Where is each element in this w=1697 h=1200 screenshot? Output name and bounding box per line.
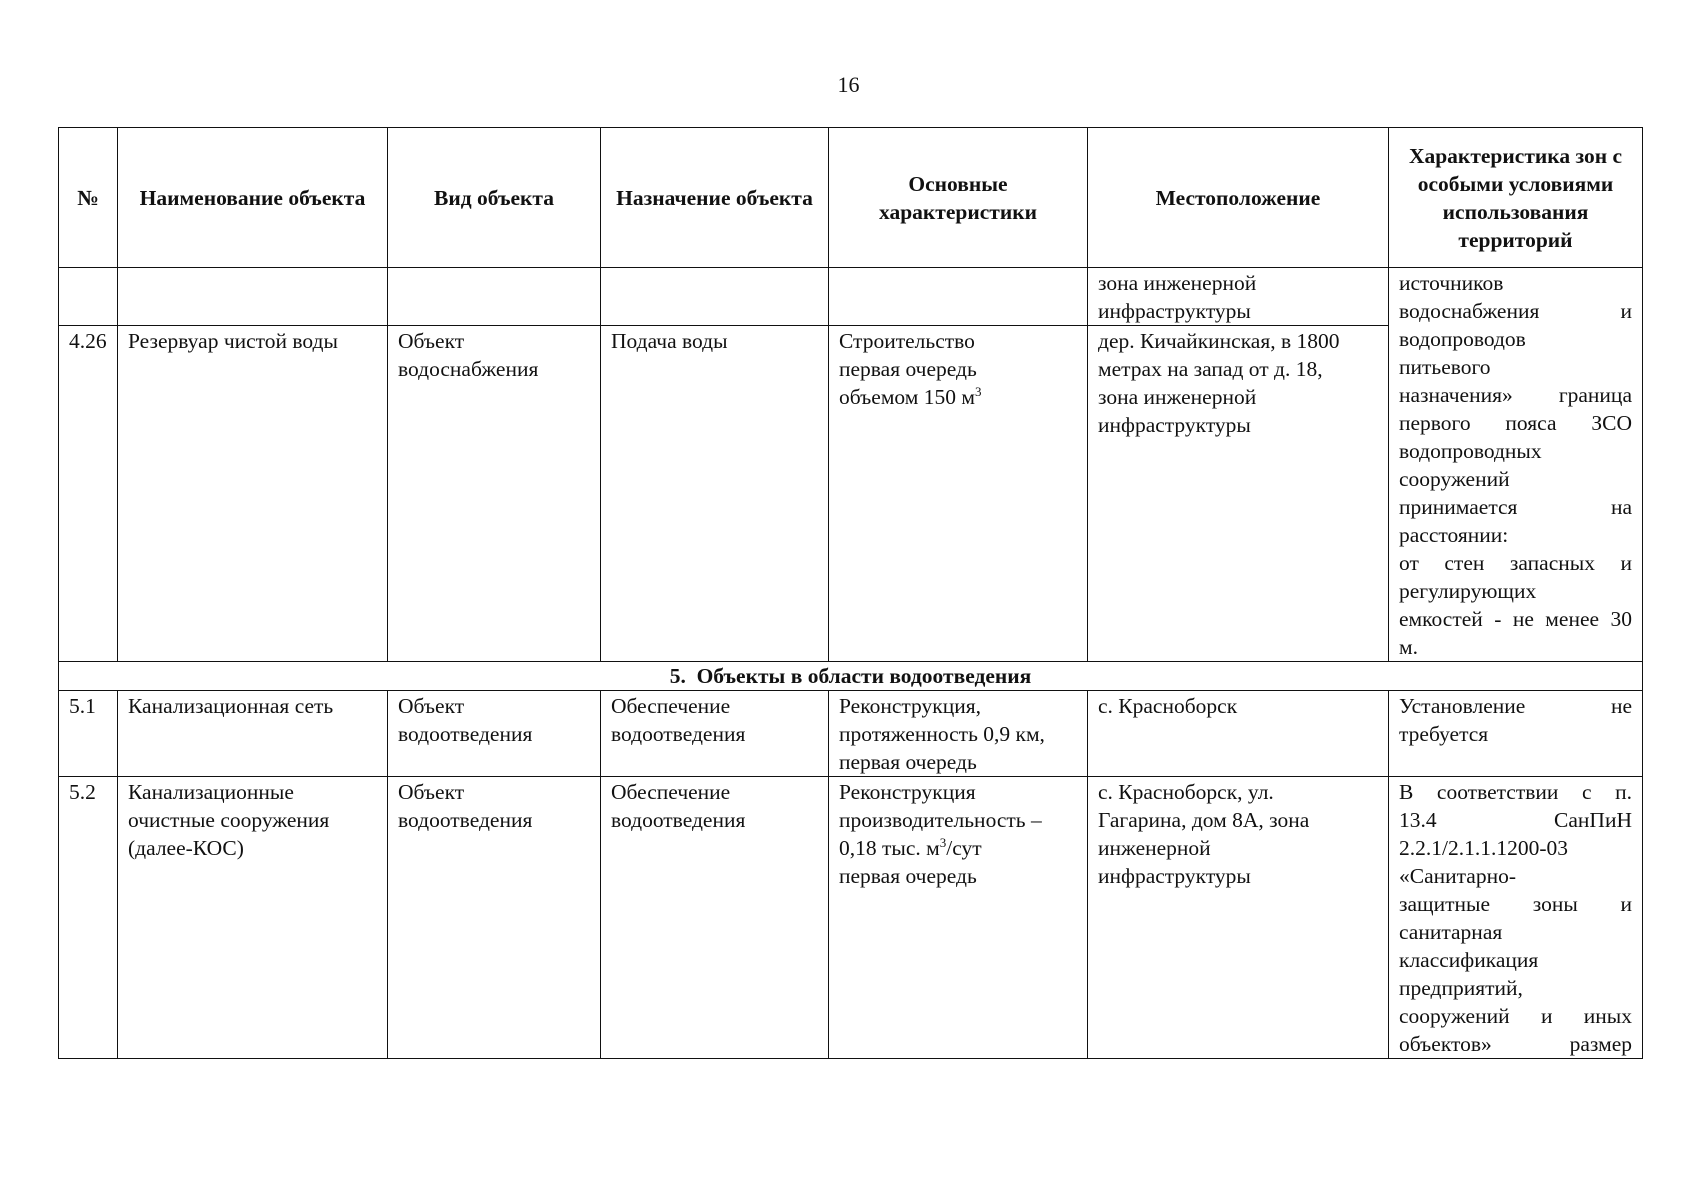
cell-zones [1389,691,1643,777]
table-row-5-2 [59,777,1643,1059]
text-line: инфраструктуры [1098,864,1251,888]
header-name: Наименование объекта [118,128,388,268]
superscript: 3 [974,383,982,399]
cell-name: Резервуар чистой воды [118,326,388,662]
section-title-text: Объекты в области водоотведения [696,664,1032,688]
text-line: водоснабжения [398,357,539,381]
text-line: протяженность 0,9 км, [839,722,1045,746]
text-line: объектов» размер [1399,1032,1632,1056]
text-line: первого пояса ЗСО [1399,411,1632,435]
cell-purpose: Подача воды [601,326,829,662]
header-location: Местоположение [1088,128,1389,268]
text-line: инфраструктуры [1098,413,1251,437]
cell-purpose [601,777,829,1059]
text-line: первая очередь [839,750,977,774]
cell-num: 4.26 [59,326,118,662]
text-line: Канализационные [128,780,294,804]
text-fragment: 0,18 тыс. м [839,836,940,860]
header-type: Вид объекта [388,128,601,268]
text-line: емкостей - не менее 30 [1399,607,1632,631]
text-line: Установление не [1399,694,1632,718]
section-header-row [59,662,1643,691]
text-line: очистные сооружения [128,808,330,832]
header-num: № [59,128,118,268]
text-line: Объект [398,780,465,804]
text-line: водопроводов [1399,327,1526,351]
text-line: Объект [398,329,465,353]
cell-empty [59,268,118,326]
text-fragment: /сут [946,836,982,860]
header-characteristics: Основные характеристики [829,128,1088,268]
text-line: инфраструктуры [1098,299,1251,323]
text-line: В соответствии с п. [1399,780,1632,804]
page-number: 16 [837,72,860,97]
text-line: водоотведения [398,808,533,832]
text-line: (далее-КОС) [128,836,244,860]
text-line: м. [1399,635,1418,659]
text-line: требуется [1399,722,1489,746]
cell-type [388,326,601,662]
text-line: Объект [398,694,465,718]
cell-location [1088,777,1389,1059]
cell-location-continued [1088,268,1389,326]
text-line [839,383,1077,411]
text-line: инженерной [1098,836,1211,860]
text-line: дер. Кичайкинская, в 1800 [1098,329,1340,353]
text-line [839,834,1077,862]
cell-empty [118,268,388,326]
text-line: Обеспечение [611,694,731,718]
text-line: с. Красноборск, ул. [1098,780,1274,804]
text-line: Реконструкция [839,780,976,804]
text-line: производительность – [839,808,1042,832]
text-line: санитарная [1399,920,1503,944]
cell-characteristics [829,326,1088,662]
text-fragment: объемом 150 м [839,385,975,409]
table-header-row [59,128,1643,268]
cell-characteristics [829,691,1088,777]
section-number: 5. [669,664,686,688]
text-line: зона инженерной [1098,271,1257,295]
cell-empty [601,268,829,326]
text-line: метрах на запад от д. 18, [1098,357,1323,381]
text-line: Строительство [839,329,975,353]
text-line: водоотведения [398,722,533,746]
text-line: назначения» граница [1399,383,1632,407]
text-line: принимается на [1399,495,1632,519]
text-line: защитные зоны и [1399,892,1632,916]
text-line: водоотведения [611,722,746,746]
superscript: 3 [939,834,947,850]
section-title [59,662,1643,691]
text-line: «Санитарно- [1399,864,1517,888]
text-line: водопроводных [1399,439,1542,463]
cell-type [388,777,601,1059]
cell-zones [1389,777,1643,1059]
cell-name: Канализационная сеть [118,691,388,777]
text-line: источников [1399,271,1504,295]
text-line: питьевого [1399,355,1491,379]
table-row-continued [59,268,1643,326]
cell-zones-426 [1389,268,1643,662]
cell-num: 5.2 [59,777,118,1059]
text-line: Гагарина, дом 8А, зона [1098,808,1310,832]
cell-name [118,777,388,1059]
cell-empty [388,268,601,326]
objects-table [58,127,1643,1059]
header-zones: Характеристика зон с особыми условиями использования территорий [1389,128,1643,268]
text-line: расстоянии: [1399,523,1509,547]
text-line: регулирующих [1399,579,1537,603]
text-line: первая очередь [839,357,977,381]
text-line: сооружений и иных [1399,1004,1632,1028]
header-purpose: Назначение объекта [601,128,829,268]
text-line: от стен запасных и [1399,551,1632,575]
cell-characteristics [829,777,1088,1059]
cell-location: с. Красноборск [1088,691,1389,777]
cell-num: 5.1 [59,691,118,777]
text-line: классификация [1399,948,1539,972]
text-line: зона инженерной [1098,385,1257,409]
cell-location [1088,326,1389,662]
cell-purpose [601,691,829,777]
text-line: Обеспечение [611,780,731,804]
text-line: предприятий, [1399,976,1523,1000]
text-line: сооружений [1399,467,1510,491]
text-line: водоснабжения и [1399,299,1632,323]
cell-type [388,691,601,777]
text-line: 13.4 СанПиН [1399,808,1632,832]
text-line: 2.2.1/2.1.1.1200-03 [1399,836,1569,860]
text-line: Реконструкция, [839,694,981,718]
text-line: водоотведения [611,808,746,832]
text-line: первая очередь [839,864,977,888]
table-row-5-1 [59,691,1643,777]
cell-empty [829,268,1088,326]
